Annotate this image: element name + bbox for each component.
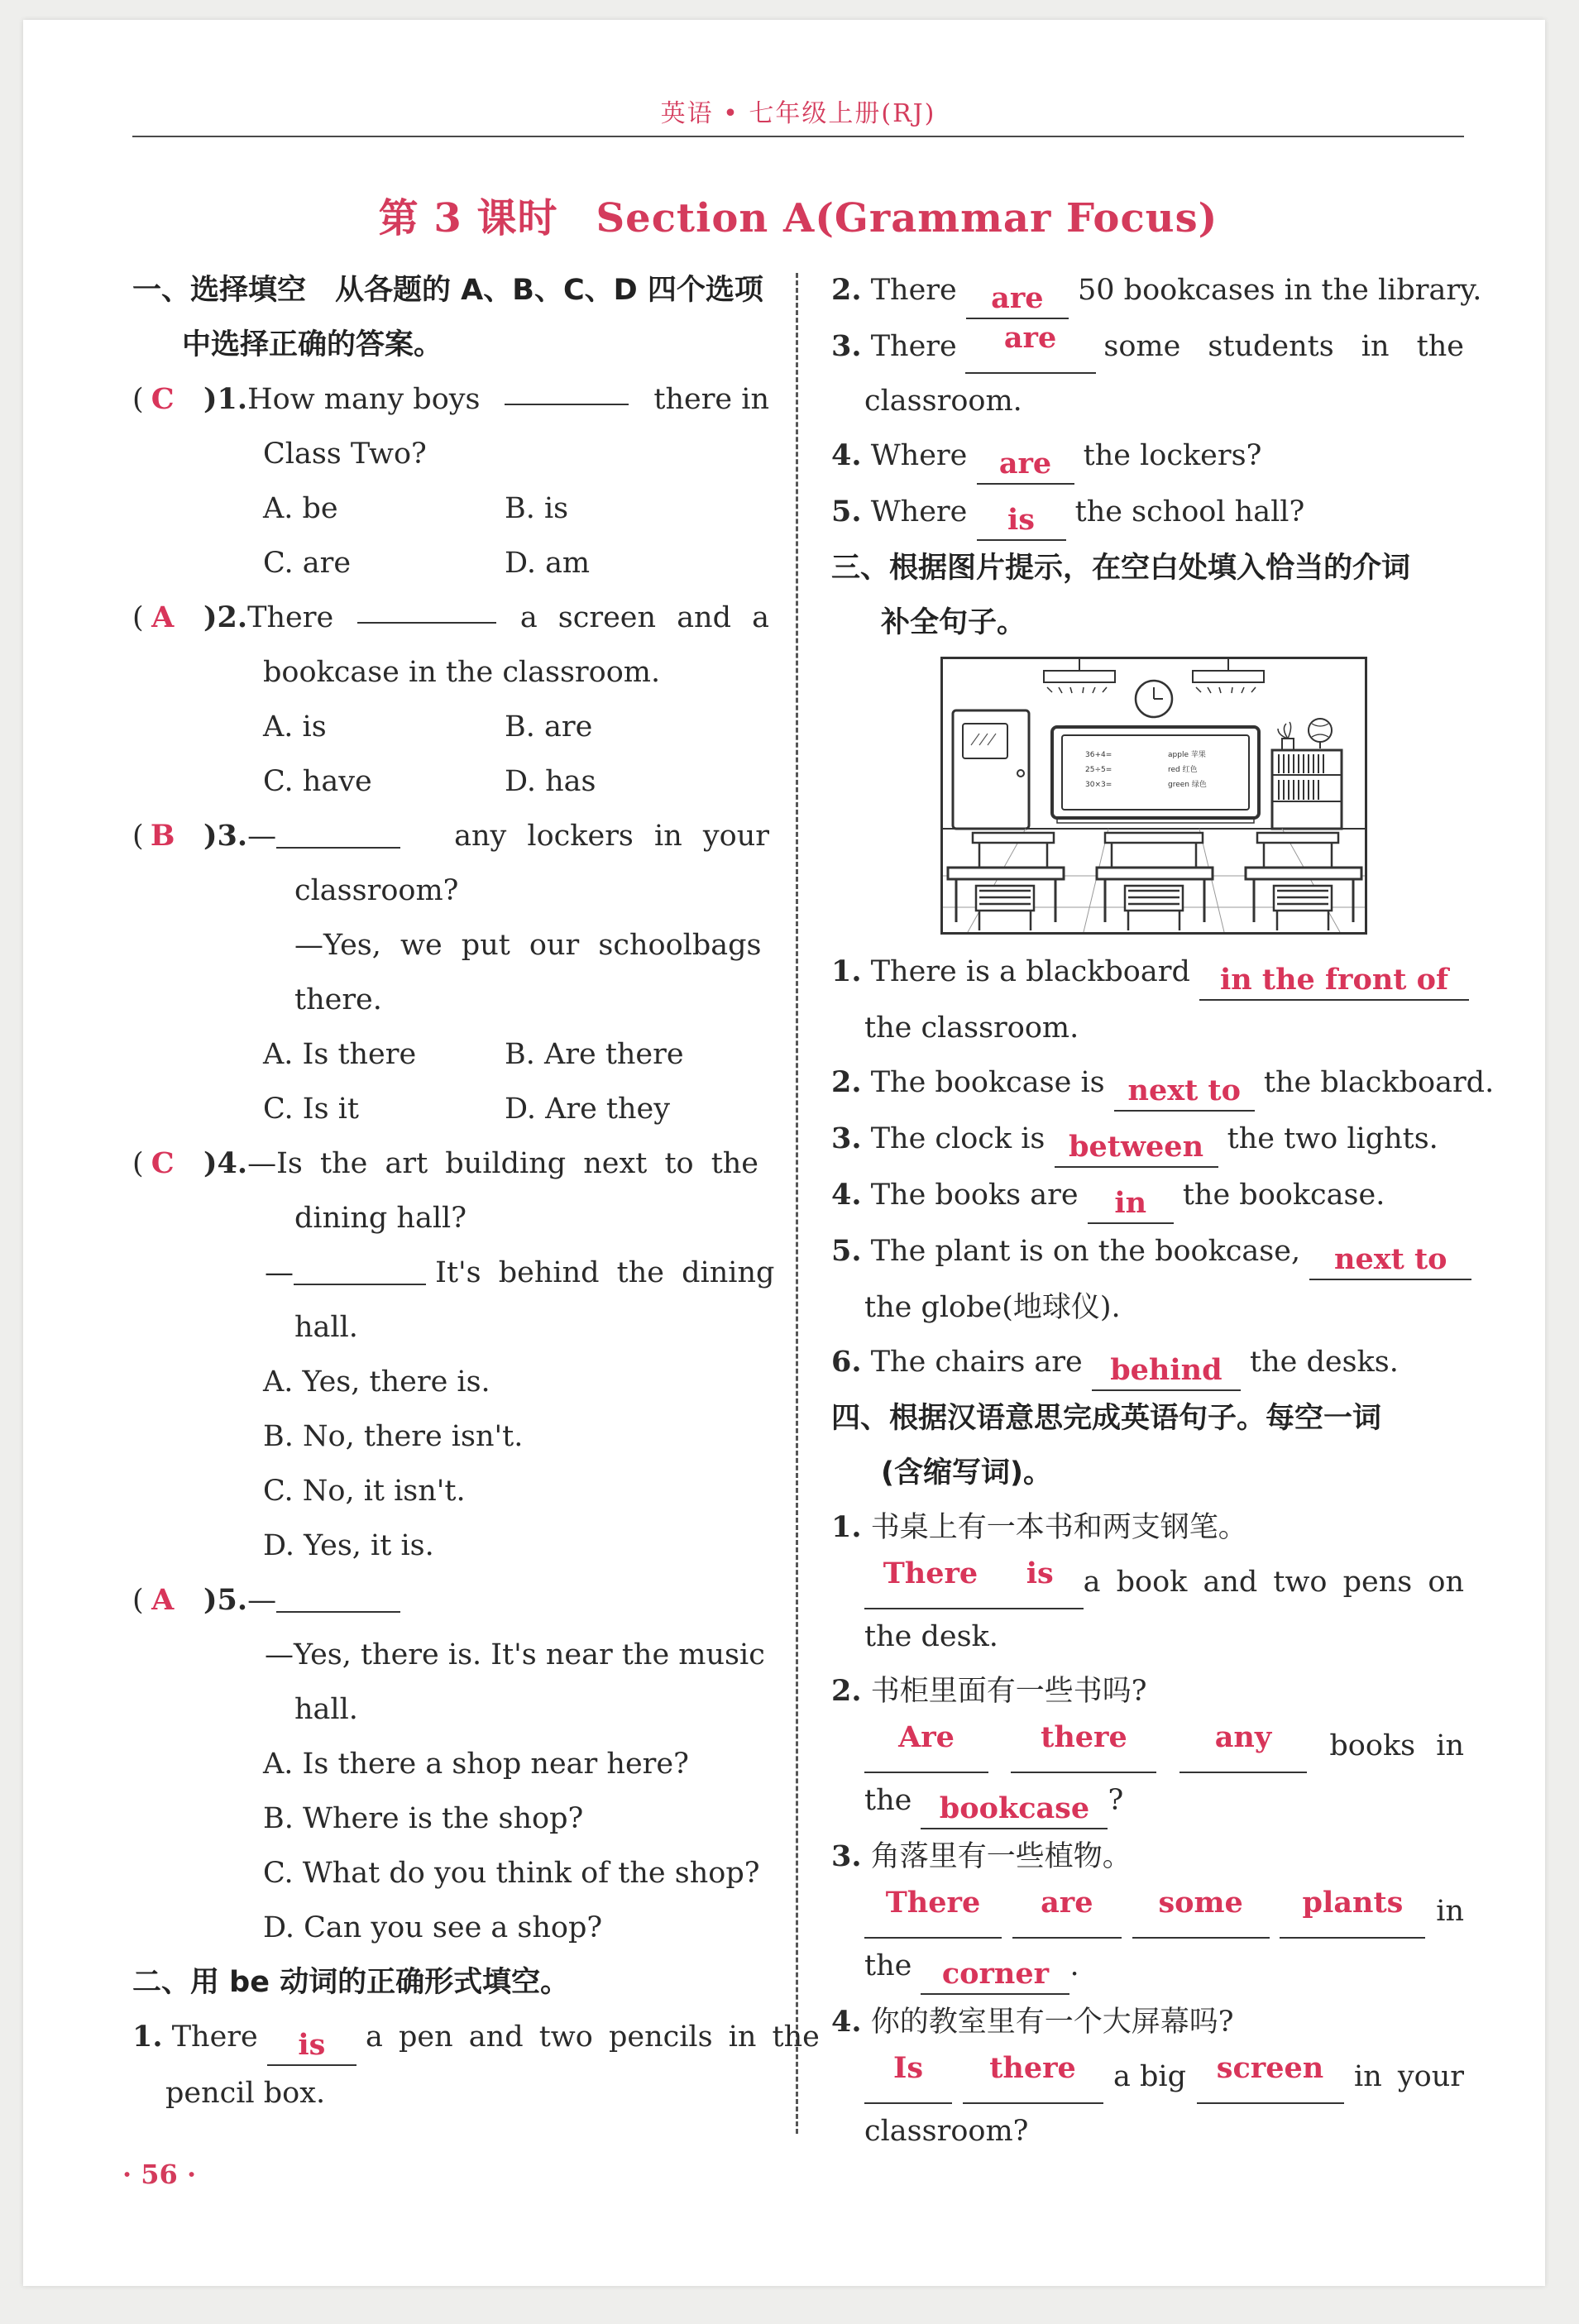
desks-back-row	[973, 833, 1338, 868]
s4-q2-answer-3[interactable]: any	[1179, 1719, 1307, 1773]
q5-label: )5.	[203, 1583, 248, 1617]
s4-q3-text-b: in	[1436, 1895, 1464, 1928]
s4-q4-chinese: 你的教室里有一个大屏幕吗?	[870, 2006, 1234, 2039]
s4-q2-answer-1[interactable]: Are	[864, 1719, 988, 1773]
q3-blank[interactable]	[276, 815, 400, 849]
s2-q3-num: 3.	[831, 329, 862, 363]
option[interactable]: B. Are there	[505, 1038, 684, 1071]
q4-label: )4.	[203, 1146, 248, 1180]
s4-q3-answer-2[interactable]: are	[1012, 1884, 1122, 1939]
s3-q6-text-a: The chairs are	[870, 1346, 1083, 1379]
s4-q3-answer-1[interactable]: There	[864, 1884, 1002, 1939]
left-column	[132, 263, 820, 2121]
board-word-2: red 红色	[1168, 766, 1198, 774]
wall-clock	[1136, 681, 1172, 717]
s3-q6-text-b: the desks.	[1250, 1346, 1399, 1379]
s4-q3-text-c: the	[864, 1949, 912, 1982]
q2-text-b: a screen and a	[519, 601, 769, 634]
option[interactable]: A. Yes, there is.	[263, 1365, 490, 1399]
s2-q3-text-c: classroom.	[864, 385, 1022, 418]
classroom-svg	[943, 659, 1365, 932]
s4-q1-text-c: the desk.	[864, 1620, 998, 1653]
s3-question-5	[831, 1224, 1464, 1280]
section4-heading: 四、根据汉语意思完成英语句子。每空一词	[831, 1402, 1382, 1435]
section-label: Section A(Grammar Focus)	[596, 195, 1218, 241]
answer-2: A	[151, 600, 175, 634]
q3-text-e: there.	[294, 983, 382, 1016]
option[interactable]: D. Yes, it is.	[263, 1529, 434, 1562]
q4-blank[interactable]	[294, 1252, 426, 1285]
s3-q1-text-c: the classroom.	[864, 1011, 1079, 1045]
s3-question-2	[831, 1055, 1495, 1112]
s4-q3-fills	[831, 1884, 1464, 1939]
q4-text-b: dining hall?	[294, 1202, 467, 1235]
q5-text-b: —Yes, there is. It's near the music	[265, 1638, 765, 1671]
question-1	[132, 372, 769, 427]
paren: (	[132, 1584, 144, 1617]
s4-q2-text-b: books in	[1329, 1729, 1464, 1762]
q2-options-cd	[132, 754, 769, 809]
q3-text-c: classroom?	[294, 874, 459, 907]
s3-q1-text-a: There is a blackboard	[870, 955, 1190, 988]
globe	[1309, 719, 1332, 750]
s4-q3-answer-3[interactable]: some	[1132, 1884, 1270, 1939]
option[interactable]: B. are	[505, 710, 593, 744]
s3-q2-text-a: The bookcase is	[870, 1066, 1105, 1099]
answer-4: C	[151, 1146, 175, 1180]
s4-q1-answer-1[interactable]: There	[864, 1555, 997, 1609]
s4-q2-line2	[831, 1773, 1464, 1829]
s3-q4-text-a: The books are	[870, 1179, 1079, 1212]
q2-options-ab	[132, 700, 769, 754]
s3-q5-num: 5.	[831, 1234, 862, 1268]
q3-text-b: any lockers in your	[454, 820, 769, 853]
s4-q3-answer-4[interactable]: plants	[1280, 1884, 1425, 1939]
paren: (	[132, 601, 144, 634]
s3-question-4	[831, 1168, 1464, 1224]
question-4	[132, 1136, 769, 1191]
option[interactable]: A. be	[263, 492, 338, 525]
q2-text-c: bookcase in the classroom.	[263, 656, 661, 689]
s3-q4-num: 4.	[831, 1178, 862, 1212]
page-title	[132, 186, 1464, 243]
s4-q3-answer-5[interactable]: corner	[921, 1955, 1069, 1995]
q4-reply	[132, 1246, 775, 1300]
s3-q6-num: 6.	[831, 1345, 862, 1379]
option[interactable]: C. What do you think of the shop?	[263, 1857, 760, 1890]
s2-q3-text-a: There	[870, 330, 957, 363]
q2-label: )2.	[203, 600, 248, 634]
s3-q5-text-a: The plant is on the bookcase,	[870, 1235, 1301, 1268]
ceiling-light-left	[1044, 659, 1115, 693]
s4-q2-text-d: ?	[1108, 1784, 1124, 1817]
column-divider	[796, 273, 798, 2134]
s3-q3-text-b: the two lights.	[1227, 1122, 1438, 1155]
s3-q2-answer[interactable]: next to	[1114, 1072, 1255, 1112]
s4-question-1	[831, 1500, 1464, 1555]
s4-q4-answer-1[interactable]: Is	[864, 2049, 952, 2104]
q1-label: )1.	[203, 382, 248, 416]
s4-q3-line2	[831, 1939, 1464, 1995]
answer-1: C	[151, 382, 175, 416]
s4-q4-answer-3[interactable]: screen	[1197, 2049, 1344, 2104]
q3-text-d: —Yes, we put our schoolbags	[294, 929, 762, 962]
option[interactable]: B. No, there isn't.	[263, 1420, 524, 1453]
board-math-2: 25÷5=	[1085, 766, 1112, 774]
q3-options-cd	[132, 1082, 769, 1136]
board-math-3: 30×3=	[1085, 781, 1112, 789]
s3-q2-text-b: the blackboard.	[1263, 1066, 1495, 1099]
s2-q2-text-b: 50 bookcases in the library.	[1078, 274, 1482, 307]
option[interactable]: D. am	[505, 547, 591, 580]
option[interactable]: B. Where is the shop?	[263, 1802, 584, 1835]
q4-text-c: It's behind the dining	[435, 1256, 775, 1289]
s2-q2-num: 2.	[831, 273, 862, 307]
q1-text: How many boys	[247, 383, 481, 416]
q2-text: There	[247, 601, 334, 634]
answer-5: A	[151, 1583, 175, 1617]
s2-question-3	[831, 319, 1464, 374]
plant	[1278, 722, 1294, 750]
section4-heading-cont: (含缩写词)。	[881, 1456, 1052, 1490]
q1-options-ab	[132, 481, 769, 536]
s3-q1-num: 1.	[831, 954, 862, 988]
classroom-illustration	[940, 657, 1367, 935]
s3-question-6	[831, 1335, 1464, 1391]
s4-q1-answer-2[interactable]: is	[997, 1555, 1084, 1609]
lesson-label: 第 3 课时	[378, 195, 558, 241]
option[interactable]: A. Is there a shop near here?	[263, 1748, 689, 1781]
paren: (	[132, 1147, 144, 1180]
paren: (	[132, 820, 144, 853]
s2-q5-answer[interactable]: is	[977, 501, 1066, 541]
question-3	[132, 809, 769, 863]
s3-q6-answer[interactable]: behind	[1092, 1351, 1241, 1391]
s3-q1-answer[interactable]: in the front of	[1199, 961, 1469, 1001]
s2-q3-answer[interactable]: are	[965, 319, 1096, 374]
blackboard	[1052, 727, 1259, 823]
s2-q5-num: 5.	[831, 495, 862, 528]
s4-q1-text-b: a book and two pens on	[1083, 1566, 1464, 1599]
option[interactable]: B. is	[505, 492, 569, 525]
s2-question-5	[831, 485, 1464, 541]
question-2	[132, 591, 769, 645]
s2-q5-text-a: Where	[870, 495, 968, 528]
section1-heading-cont: 中选择正确的答案。	[182, 328, 443, 361]
s2-q4-text-b: the lockers?	[1083, 439, 1262, 472]
s3-q3-answer[interactable]: between	[1055, 1128, 1218, 1168]
s4-question-4	[831, 1995, 1464, 2049]
s3-question-3	[831, 1112, 1464, 1168]
s2-q1-text-a: There	[171, 2020, 258, 2054]
section3-heading-cont: 补全句子。	[881, 606, 1026, 639]
q3-options-ab	[132, 1027, 769, 1082]
s4-q3-chinese: 角落里有一些植物。	[870, 1840, 1132, 1873]
s4-q1-chinese: 书桌上有一本书和两支钢笔。	[870, 1511, 1247, 1544]
s4-question-2	[831, 1664, 1464, 1719]
q2-blank[interactable]	[357, 591, 496, 624]
s4-q4-text-b: a big	[1113, 2060, 1186, 2093]
s4-q1-num: 1.	[831, 1510, 862, 1544]
board-word-1: apple 苹果	[1168, 751, 1206, 759]
s4-q4-text-d: classroom?	[864, 2115, 1029, 2148]
s4-q2-text-c: the	[864, 1784, 912, 1817]
dash: —	[247, 820, 277, 853]
q5-text-c: hall.	[294, 1693, 358, 1726]
s4-q2-answer-2[interactable]: there	[1011, 1719, 1156, 1773]
option[interactable]: C. have	[263, 765, 372, 798]
s3-q4-answer[interactable]: in	[1088, 1184, 1174, 1224]
s3-q2-num: 2.	[831, 1065, 862, 1099]
chairs	[976, 886, 1332, 930]
s2-q2-answer[interactable]: are	[966, 280, 1069, 319]
option[interactable]: C. are	[263, 547, 352, 580]
answer-3: B	[150, 819, 175, 853]
q3-label: )3.	[203, 819, 248, 853]
option[interactable]: D. Are they	[505, 1093, 671, 1126]
dash: —	[265, 1256, 294, 1289]
s4-q2-num: 2.	[831, 1674, 862, 1708]
section2-heading: 二、用 be 动词的正确形式填空。	[132, 1966, 570, 1999]
s3-q5-text-c: the globe(地球仪).	[864, 1291, 1121, 1324]
s2-q1-answer[interactable]: is	[267, 2026, 356, 2066]
s2-q1-num: 1.	[132, 2020, 163, 2054]
s2-question-1	[132, 2010, 820, 2066]
s2-question-2	[831, 263, 1482, 319]
header-rule	[132, 136, 1464, 137]
s2-q1-text-b: a pen and two pencils in the	[366, 2020, 820, 2054]
s4-question-3	[831, 1829, 1464, 1884]
running-header: 英语 • 七年级上册(RJ)	[660, 99, 936, 128]
board-word-3: green 绿色	[1168, 781, 1207, 789]
section3-heading: 三、根据图片提示，在空白处填入恰当的介词	[831, 552, 1411, 585]
s4-q1-fills	[831, 1555, 1464, 1609]
s2-q4-num: 4.	[831, 438, 862, 472]
s4-q4-answer-2[interactable]: there	[963, 2049, 1103, 2104]
option[interactable]: D. Can you see a shop?	[263, 1911, 603, 1944]
dash: —	[247, 1584, 277, 1617]
ceiling-light-right	[1193, 659, 1264, 693]
q1-text-c: Class Two?	[263, 438, 427, 471]
q1-blank[interactable]	[505, 372, 629, 405]
s4-q4-fills	[831, 2049, 1464, 2104]
s4-q4-text-c: in your	[1354, 2060, 1464, 2093]
right-column	[831, 263, 1495, 2159]
s3-question-1	[831, 944, 1464, 1001]
q1-options-cd	[132, 536, 769, 591]
question-5	[132, 1573, 769, 1628]
s4-q2-fills	[831, 1719, 1464, 1773]
option[interactable]: D. has	[505, 765, 596, 798]
s2-q5-text-b: the school hall?	[1074, 495, 1305, 528]
s4-q3-num: 3.	[831, 1839, 862, 1873]
s4-q4-num: 4.	[831, 2005, 862, 2039]
s2-q2-text-a: There	[870, 274, 957, 307]
option[interactable]: A. is	[263, 710, 327, 744]
s4-q3-text-d: .	[1069, 1949, 1079, 1982]
q4-text-a: —Is the art building next to the	[247, 1147, 759, 1180]
option[interactable]: A. Is there	[263, 1038, 417, 1071]
s3-q5-answer[interactable]: next to	[1309, 1241, 1471, 1280]
s4-q2-chinese: 书柜里面有一些书吗?	[870, 1675, 1147, 1708]
option[interactable]: C. No, it isn't.	[263, 1475, 466, 1508]
s3-q3-num: 3.	[831, 1121, 862, 1155]
board-math-1: 36+4=	[1085, 751, 1112, 759]
s2-q4-answer[interactable]: are	[977, 445, 1074, 485]
page-number: · 56 ·	[122, 2159, 197, 2190]
option[interactable]: C. Is it	[263, 1093, 359, 1126]
s2-q1-text-c: pencil box.	[165, 2077, 326, 2110]
paren: (	[132, 383, 144, 416]
s2-q3-text-b: some students in the	[1103, 330, 1464, 363]
section1-heading: 一、选择填空 从各题的 A、B、C、D 四个选项	[132, 274, 763, 307]
bookcase	[1272, 750, 1342, 829]
q1-text-b: there in	[653, 383, 769, 416]
s4-q2-answer-4[interactable]: bookcase	[921, 1790, 1108, 1829]
s3-q3-text-a: The clock is	[870, 1122, 1045, 1155]
s2-question-4	[831, 428, 1464, 485]
door	[953, 710, 1029, 829]
s2-q4-text-a: Where	[870, 439, 968, 472]
q4-text-d: hall.	[294, 1311, 358, 1344]
q5-blank[interactable]	[276, 1580, 400, 1613]
s3-q4-text-b: the bookcase.	[1182, 1179, 1385, 1212]
